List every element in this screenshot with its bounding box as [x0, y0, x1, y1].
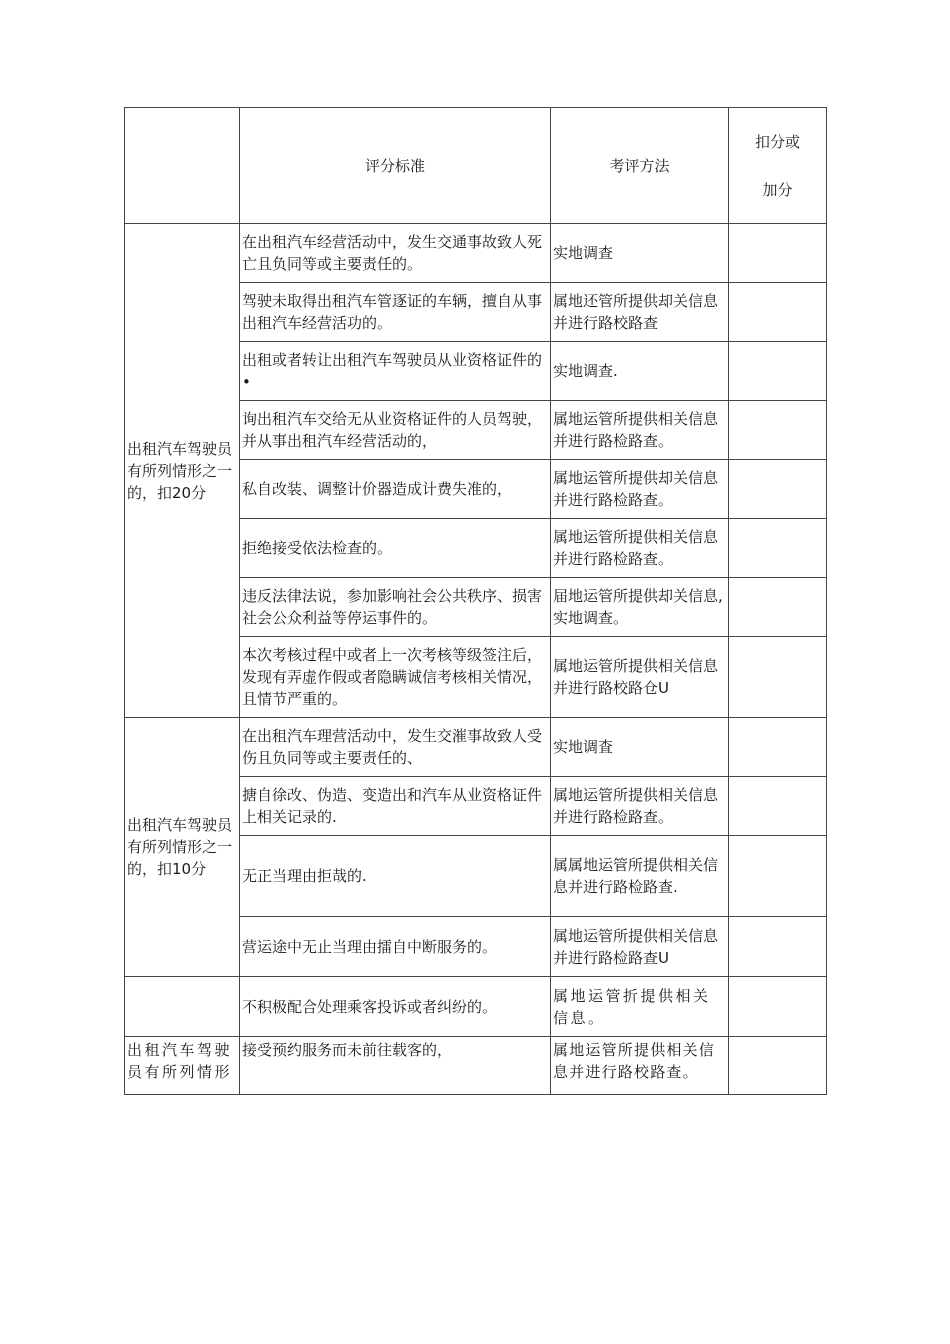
criteria-cell: 私自改装、调整计价器造成计费失准的， [240, 460, 551, 519]
header-score-line1: 扣分或 [754, 132, 800, 151]
method-cell: 属地运管折提供相关信息。 [551, 977, 729, 1037]
score-cell [729, 836, 827, 917]
table-row [125, 1037, 827, 1095]
header-method: 考评方法 [551, 108, 729, 224]
method-cell: 属地运管所提供相关信息并进行路检路查。 [551, 519, 729, 578]
category-deduct-10: 出租汽车驾驶员有所列情形之一的，扣10分 [125, 718, 240, 977]
category-deduct-20: 出租汽车驾驶员有所列情形之一的，扣20分 [125, 224, 240, 718]
method-cell: 实地调査 [551, 718, 729, 777]
header-criteria: 评分标准 [240, 108, 551, 224]
criteria-cell: 在出租汽车理营活动中，发生交漼事故致人受伤且负同等或主要责任的、 [240, 718, 551, 777]
score-cell [729, 637, 827, 718]
method-cell: 实地调查 [551, 224, 729, 283]
method-cell: 属地还管所提供却关信息并进行路校路查 [551, 283, 729, 342]
method-cell: 实地调查. [551, 342, 729, 401]
score-cell [729, 718, 827, 777]
table-header-row [125, 108, 827, 224]
method-cell: 属地运管所提供相关信息并进行路检路查。 [551, 401, 729, 460]
criteria-cell: 询出租汽车交给无从业资格证件的人员驾驶，并从事出租汽车经营活动的， [240, 401, 551, 460]
method-cell: 属地运管所提供相关信息并进行路校路查。 [551, 1037, 729, 1095]
criteria-cell: 本次考核过程中或者上一次考核等级签注后，发现有弄虚作假或者隐瞒诚信考核相关情况，且情节严重的。 [240, 637, 551, 718]
method-cell: 届地运管所提供却关信息,实地调查。 [551, 578, 729, 637]
criteria-cell: 违反法律法说，参加影响社会公共秩序、损害社会公众利益等停运事件的。 [240, 578, 551, 637]
header-score-line2: 加分 [762, 180, 793, 199]
category-blank-cell [125, 977, 240, 1037]
criteria-cell: 不积极配合处理乘客投诉或者纠纷的。 [240, 977, 551, 1037]
score-cell [729, 977, 827, 1037]
criteria-cell: 在出租汽车经营活动中，发生交通事故致人死亡且负同等或主要责任的。 [240, 224, 551, 283]
header-blank-cell [125, 108, 240, 224]
score-cell [729, 917, 827, 977]
header-score [729, 108, 827, 224]
score-cell [729, 1037, 827, 1095]
score-cell [729, 578, 827, 637]
table-row [125, 718, 827, 777]
method-cell: 属地运管所提供相关信息并进行路检路查。 [551, 777, 729, 836]
category-next: 出租汽车驾驶员有所列情形 [125, 1037, 240, 1095]
criteria-cell: 接受预约服务而未前往载客的， [240, 1037, 551, 1095]
table-row [125, 977, 827, 1037]
criteria-cell: 驾驶未取得出租汽车管逐证的车辆，擅自从事出租汽车经营活功的。 [240, 283, 551, 342]
criteria-cell: 搪自徐改、伪造、变造出和汽车从业资格证件上相关记录的. [240, 777, 551, 836]
scoring-table [124, 107, 827, 1095]
criteria-cell: 无正当理由拒哉的. [240, 836, 551, 917]
criteria-cell: 拒绝接受依法检查的。 [240, 519, 551, 578]
score-cell [729, 519, 827, 578]
method-cell: 属地运管所提供相关信息并进行路校路仓U [551, 637, 729, 718]
method-cell: 属地运管所提供却关信息并进行路检路查。 [551, 460, 729, 519]
criteria-cell: 出租或者转让出租汽车驾驶员从业资格证件的• [240, 342, 551, 401]
score-cell [729, 224, 827, 283]
criteria-cell: 营运途中无止当理由擂自中断服务的。 [240, 917, 551, 977]
score-cell [729, 460, 827, 519]
score-cell [729, 283, 827, 342]
score-cell [729, 777, 827, 836]
table-row [125, 224, 827, 283]
method-cell: 属地运管所提供相关信息并进行路检路查U [551, 917, 729, 977]
score-cell [729, 342, 827, 401]
score-cell [729, 401, 827, 460]
method-cell: 属属地运管所提供相关信息并进行路检路查. [551, 836, 729, 917]
